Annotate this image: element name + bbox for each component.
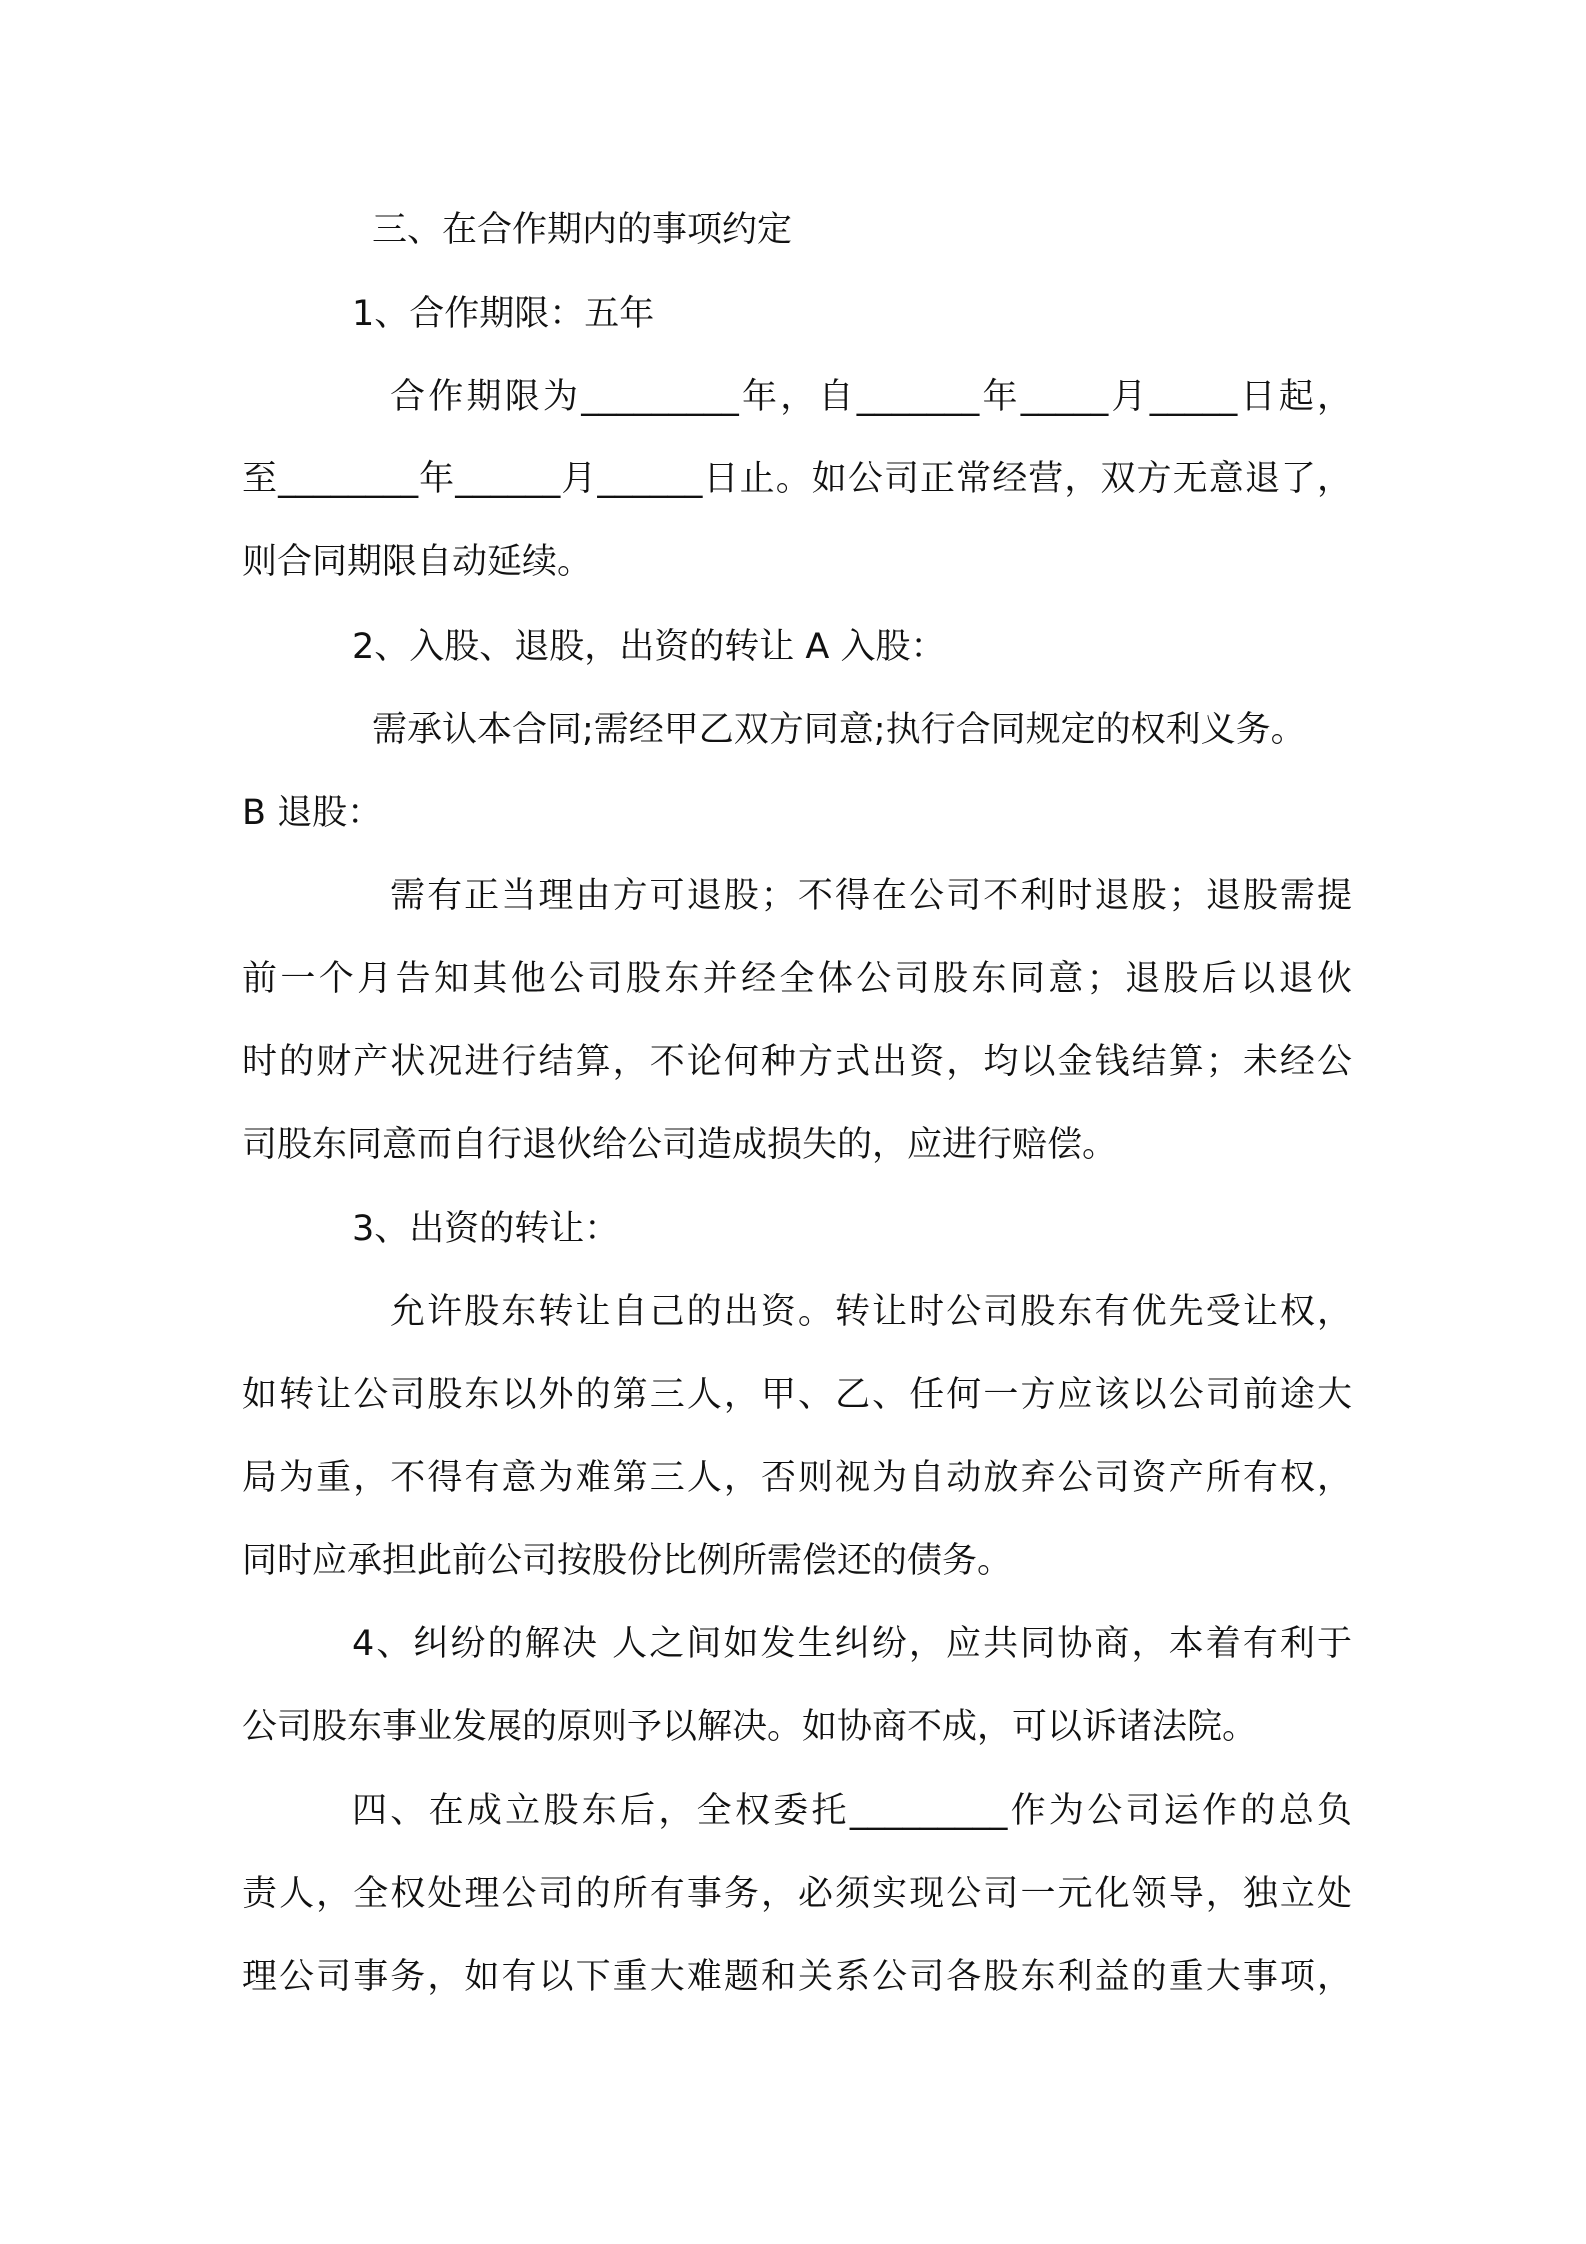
item-1-paragraph-line [242,455,1586,503]
section-4-paragraph-line-text: 四、在成立股东后，全权委托_________作为公司运作的总负 [352,1791,1352,1831]
item-2-b-label: B 退股： [242,793,383,833]
item-2-heading: 2、入股、退股，出资的转让 A 入股： [352,627,946,667]
section-3-heading: 三、在合作期内的事项约定 [372,210,793,250]
item-2-b-paragraph-line-text: 需有正当理由方可退股；不得在公司不利时退股；退股需提 [390,876,1352,916]
item-2-a-text: 需承认本合同;需经甲乙双方同意;执行合同规定的权利义务。 [372,710,1306,750]
item-3-paragraph-line [242,1454,1586,1502]
section-4-paragraph-line [352,1787,1352,1835]
item-2-b-paragraph-line-text: 前一个月告知其他公司股东并经全体公司股东同意；退股后以退伙 [242,959,1352,999]
item-3-heading: 3、出资的转让： [352,1209,620,1249]
item-4-paragraph-line: 公司股东事业发展的原则予以解决。如协商不成，可以诉诸法院。 [242,1707,1258,1747]
item-3-paragraph-line [242,1371,1586,1419]
item-4-paragraph-line-text: 4、纠纷的解决 人之间如发生纠纷，应共同协商，本着有利于 [352,1624,1352,1664]
item-3-paragraph-line-text: 如转让公司股东以外的第三人，甲、乙、任何一方应该以公司前途大 [242,1375,1352,1415]
item-3-paragraph-line-text: 局为重，不得有意为难第三人，否则视为自动放弃公司资产所有权， [242,1458,1352,1498]
item-2-b-paragraph-line: 司股东同意而自行退伙给公司造成损失的，应进行赔偿。 [242,1125,1118,1165]
item-2-b-paragraph-line [242,955,1586,1003]
section-4-paragraph-line-text: 理公司事务，如有以下重大难题和关系公司各股东利益的重大事项， [242,1957,1352,1997]
item-1-paragraph-line [390,373,1352,421]
item-4-paragraph-line [352,1620,1352,1668]
item-1-paragraph-line: 则合同期限自动延续。 [242,542,593,582]
item-1-paragraph-line-text: 合作期限为_________年，自_______年_____月_____日起， [390,377,1352,417]
item-2-b-paragraph-line-text: 时的财产状况进行结算，不论何种方式出资，均以金钱结算；未经公 [242,1042,1352,1082]
item-3-paragraph-line-text: 允许股东转让自己的出资。转让时公司股东有优先受让权， [390,1292,1352,1332]
item-3-paragraph-line [390,1288,1352,1336]
item-1-heading: 1、合作期限：五年 [352,294,655,334]
section-4-paragraph-line-text: 责人，全权处理公司的所有事务，必须实现公司一元化领导，独立处 [242,1874,1352,1914]
section-4-paragraph-line [242,1870,1586,1918]
section-4-paragraph-line [242,1953,1586,2001]
item-3-paragraph-line: 同时应承担此前公司按股份比例所需偿还的债务。 [242,1541,1013,1581]
item-1-paragraph-line-text: 至________年______月______日止。如公司正常经营，双方无意退了， [242,459,1352,499]
item-2-b-paragraph-line [242,1038,1586,1086]
item-2-b-paragraph-line [390,872,1352,920]
